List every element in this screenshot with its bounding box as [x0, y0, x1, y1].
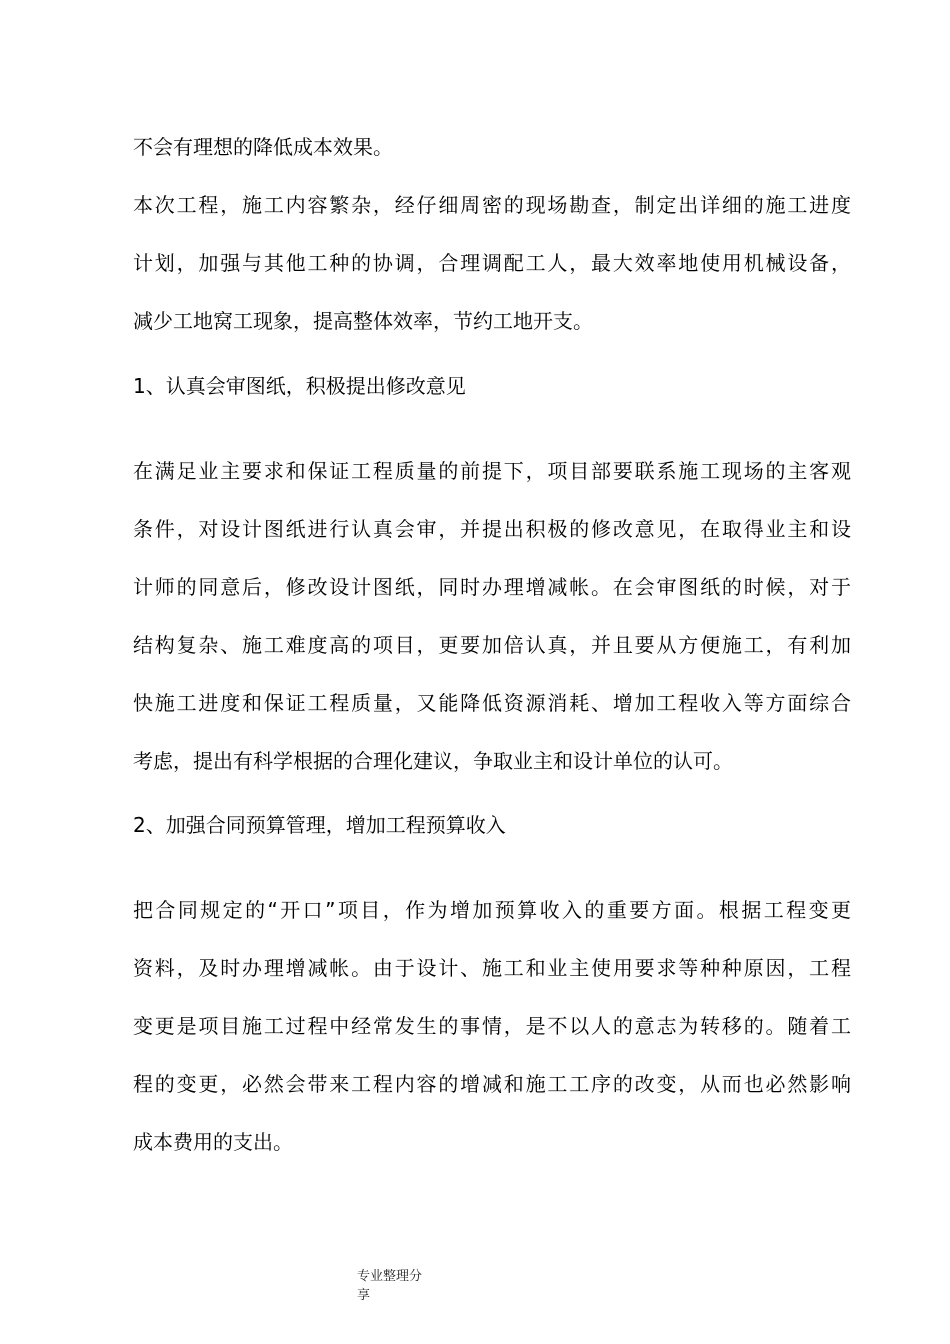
paragraph-drawing-review — [133, 442, 851, 790]
text-line: 快施工进度和保证工程质量，又能降低资源消耗、增加工程收入等方面综合 — [133, 691, 851, 715]
text-line: 减少工地窝工现象，提高整体效率，节约工地开支。 — [133, 309, 593, 333]
paragraph-continuation — [133, 118, 851, 176]
footer-line: 享 — [357, 1288, 371, 1303]
text-line: 计划，加强与其他工种的协调，合理调配工人，最大效率地使用机械设备， — [133, 251, 851, 275]
paragraph-contract-budget — [133, 881, 851, 1171]
text-line: 资料，及时办理增减帐。由于设计、施工和业主使用要求等种种原因，工程 — [133, 956, 851, 980]
text-line: 条件，对设计图纸进行认真会审，并提出积极的修改意见，在取得业主和设 — [133, 517, 851, 541]
text-line: 考虑，提出有科学根据的合理化建议，争取业主和设计单位的认可。 — [133, 749, 733, 773]
section-heading-1: 1、认真会审图纸，积极提出修改意见 — [133, 374, 466, 398]
text-line: 本次工程，施工内容繁杂，经仔细周密的现场勘查，制定出详细的施工进度 — [133, 193, 851, 217]
text-line: 把合同规定的“开口”项目，作为增加预算收入的重要方面。根据工程变更 — [133, 898, 851, 922]
text-line: 成本费用的支出。 — [133, 1130, 293, 1154]
footer-line: 专业整理分 — [357, 1269, 423, 1284]
text-line: 变更是项目施工过程中经常发生的事情，是不以人的意志为转移的。随着工 — [133, 1014, 851, 1038]
page-footer — [357, 1267, 437, 1305]
text-line: 在满足业主要求和保证工程质量的前提下，项目部要联系施工现场的主客观 — [133, 459, 851, 483]
text-line: 计师的同意后，修改设计图纸，同时办理增减帐。在会审图纸的时候，对于 — [133, 575, 851, 599]
section-heading-2: 2、加强合同预算管理，增加工程预算收入 — [133, 813, 506, 837]
text-line: 不会有理想的降低成本效果。 — [133, 135, 393, 159]
text-line: 程的变更，必然会带来工程内容的增减和施工工序的改变，从而也必然影响 — [133, 1072, 851, 1096]
text-line: 结构复杂、施工难度高的项目，更要加倍认真，并且要从方便施工，有利加 — [133, 633, 851, 657]
paragraph-project-overview — [133, 176, 851, 350]
